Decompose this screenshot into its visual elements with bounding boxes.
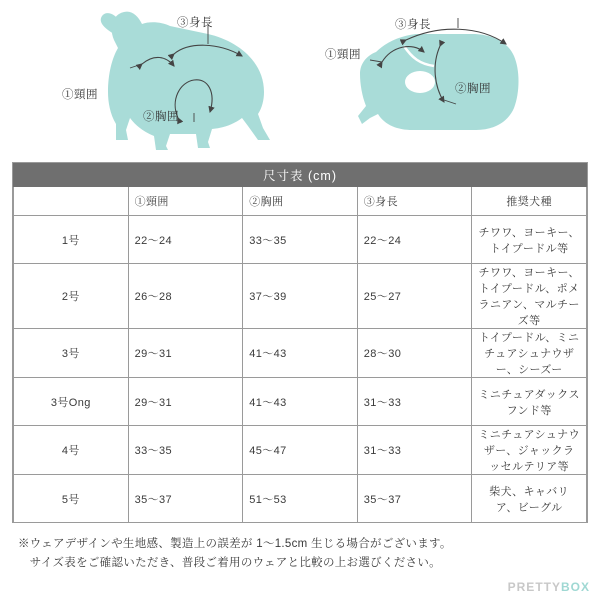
cell-breed: トイプードル、ミニチュアシュナウザー、シーズー [472,329,587,378]
brand-part-1: PRETTY [507,580,561,594]
table-row [14,216,587,264]
cell-neck: 29〜31 [128,329,243,378]
header-neck: ①頸囲 [128,187,243,216]
cell-size: 4号 [14,426,129,475]
cell-back: 35〜37 [357,475,472,523]
notes-block [18,535,600,573]
vest-label-neck: ①頸囲 [325,49,361,61]
cell-size: 5号 [14,475,129,523]
cell-breed: 柴犬、キャバリア、ビーグル [472,475,587,523]
table-row [14,264,587,329]
table-row [14,426,587,475]
brand-part-2: BOX [560,580,590,594]
header-chest: ②胸囲 [243,187,358,216]
table-row [14,329,587,378]
cell-back: 31〜33 [357,426,472,475]
cell-chest: 45〜47 [243,426,358,475]
cell-chest: 33〜35 [243,216,358,264]
cell-back: 25〜27 [357,264,472,329]
cell-size: 3号 [14,329,129,378]
table-title-row [14,164,587,187]
cell-neck: 22〜24 [128,216,243,264]
table-row [14,378,587,426]
note-line-2: サイズ表をご確認いただき、普段ご着用のウェアと比較の上お選びください。 [18,557,441,569]
size-table [13,163,587,523]
dog-label-neck: ①頸囲 [62,89,98,101]
header-breed: 推奨犬種 [472,187,587,216]
note-line-1: ※ウェアデザインや生地感、製造上の誤差が 1〜1.5cm 生じる場合がございます。 [18,538,452,550]
cell-breed: チワワ、ヨーキー、トイプードル、ポメラニアン、マルチーズ等 [472,264,587,329]
cell-chest: 51〜53 [243,475,358,523]
dog-label-back: ③身長 [177,17,213,29]
table-header-row [14,187,587,216]
cell-breed: ミニチュアシュナウザー、ジャックラッセルテリア等 [472,426,587,475]
cell-chest: 37〜39 [243,264,358,329]
cell-neck: 35〜37 [128,475,243,523]
cell-size: 2号 [14,264,129,329]
header-back: ③身長 [357,187,472,216]
cell-neck: 29〜31 [128,378,243,426]
header-size [14,187,129,216]
table-title: 尺寸表 (cm) [14,164,587,187]
cell-chest: 41〜43 [243,378,358,426]
size-table-wrapper [12,162,588,523]
measurement-diagram [0,0,600,158]
cell-back: 31〜33 [357,378,472,426]
table-row [14,475,587,523]
cell-size: 3号Ong [14,378,129,426]
cell-size: 1号 [14,216,129,264]
cell-back: 22〜24 [357,216,472,264]
cell-neck: 33〜35 [128,426,243,475]
cell-breed: ミニチュアダックスフンド等 [472,378,587,426]
cell-back: 28〜30 [357,329,472,378]
dog-label-chest: ②胸囲 [143,111,179,123]
cell-neck: 26〜28 [128,264,243,329]
cell-breed: チワワ、ヨーキー、トイプードル等 [472,216,587,264]
vest-label-chest: ②胸囲 [455,83,491,95]
cell-chest: 41〜43 [243,329,358,378]
brand-watermark [508,580,590,594]
vest-label-back: ③身長 [395,19,431,31]
